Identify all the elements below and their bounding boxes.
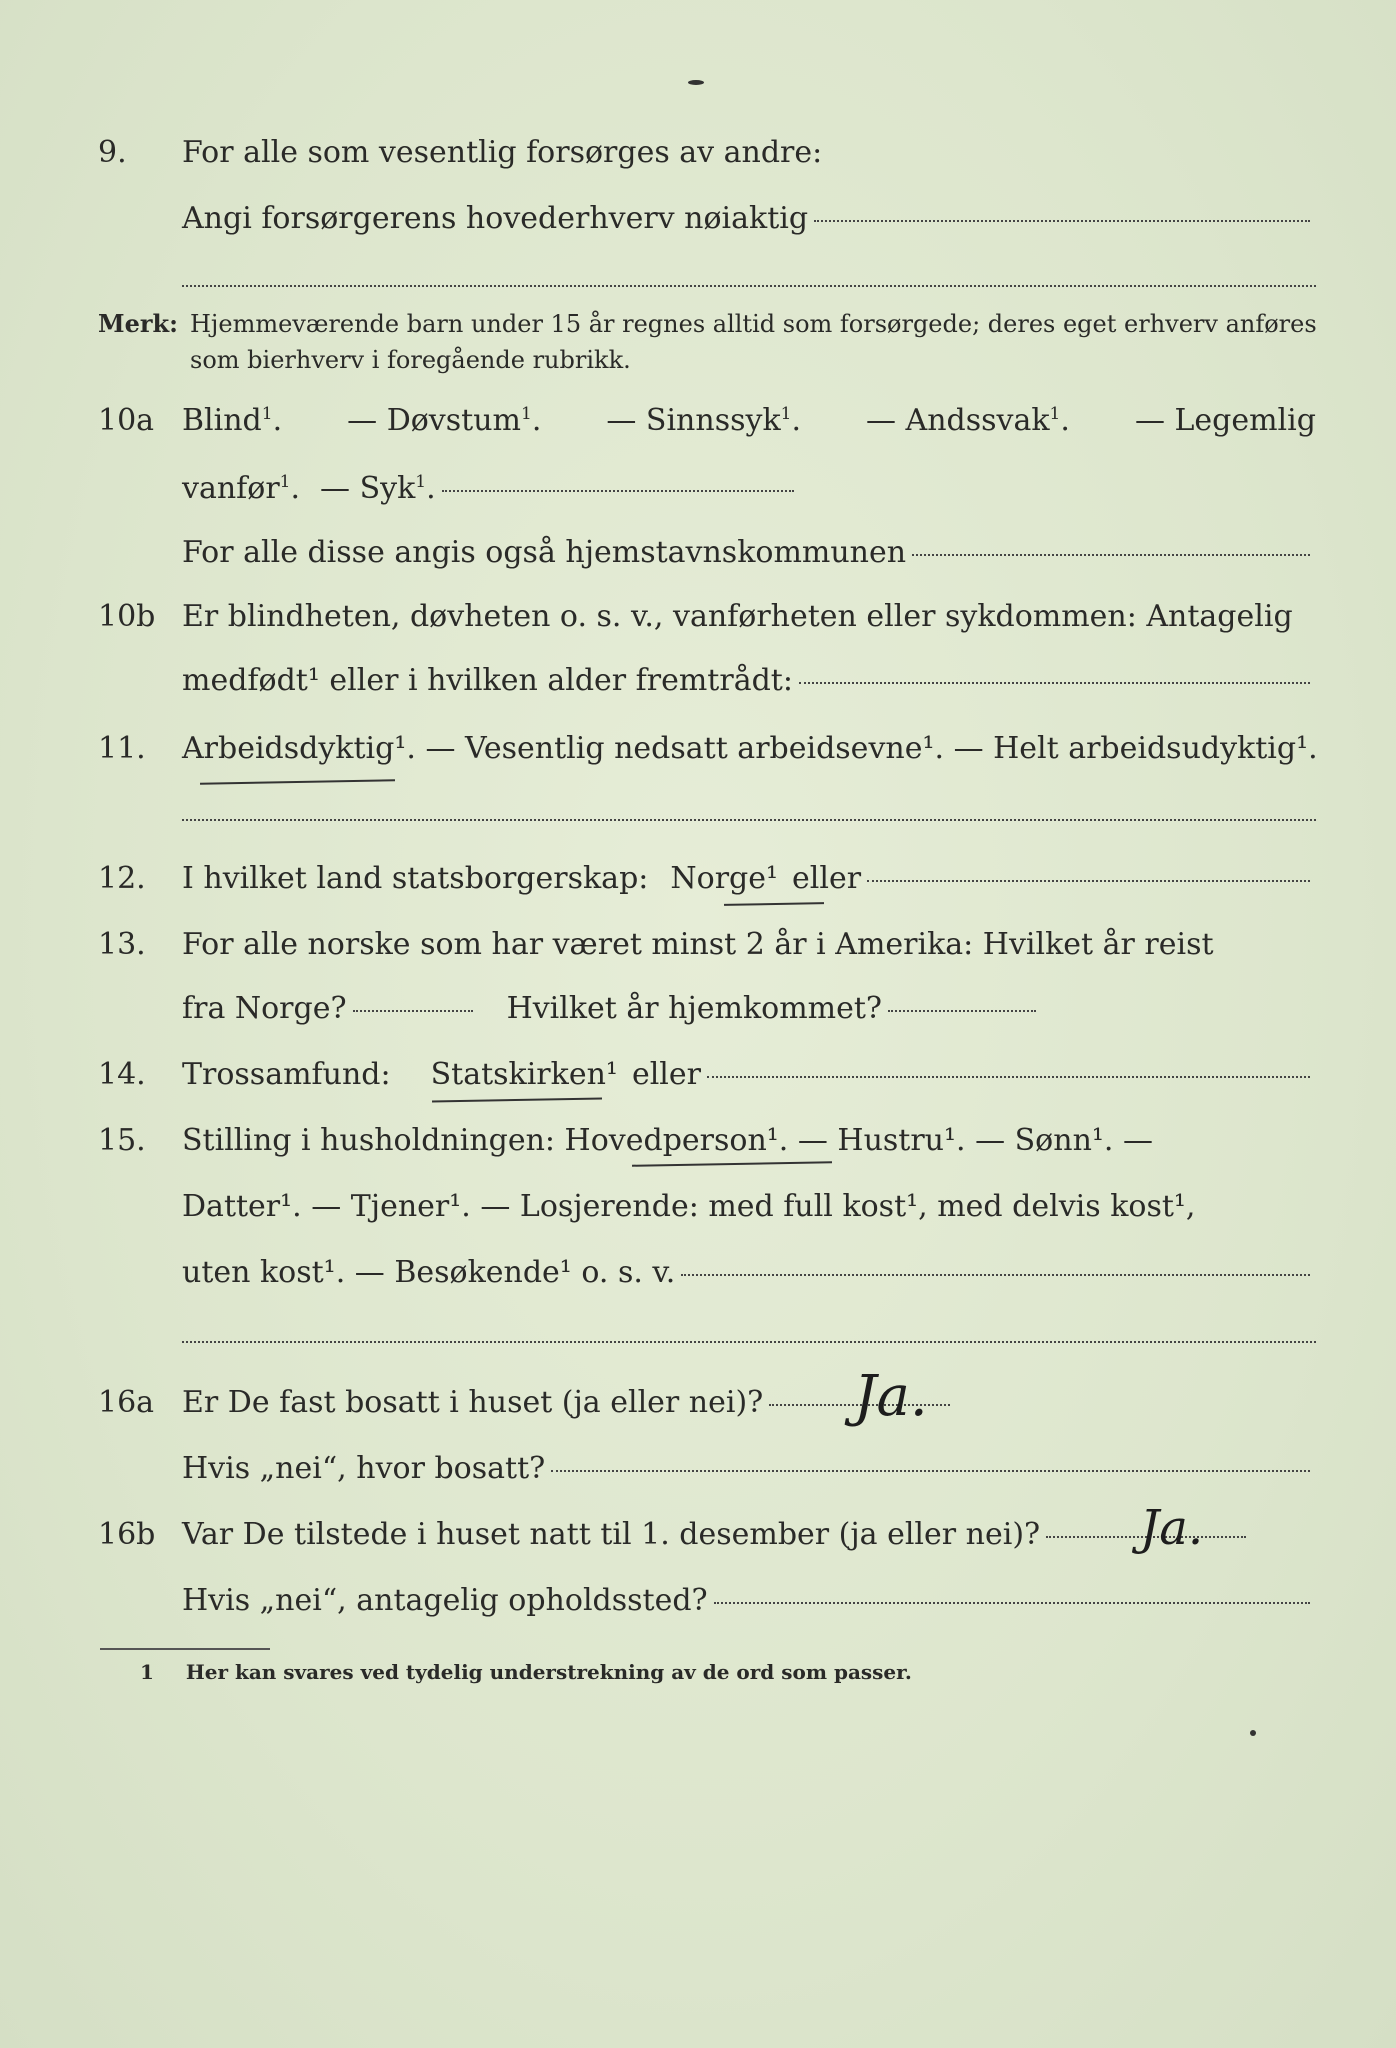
q11-number: 11. [98, 731, 146, 766]
q15-options-1: Stilling i husholdningen: Hovedperson¹. — Hustru¹. — Sønn¹. — [182, 1123, 1153, 1158]
q13-departure-line[interactable] [353, 1009, 473, 1012]
q10a-row-1 [0, 398, 1396, 444]
q10b-question: Er blindheten, døvheten o. s. v., vanførheten eller sykdommen: Antagelig [182, 599, 1293, 634]
q9-answer-line[interactable] [814, 219, 1310, 222]
q16b-number: 16b [98, 1517, 156, 1552]
q14-eller: eller [631, 1057, 701, 1092]
q12-number: 12. [98, 861, 146, 896]
q16a-residence-line[interactable] [551, 1469, 1310, 1472]
q13-number: 13. [98, 927, 146, 962]
q14-answer-line[interactable] [707, 1075, 1310, 1078]
q9-question: For alle som vesentlig forsørges av andre: [182, 135, 823, 170]
q16a-handwritten-answer: Ja. [854, 1364, 928, 1429]
q13-row-2 [0, 986, 1396, 1032]
option-syk: — Syk$^1$. [320, 471, 436, 506]
q15-options-2: Datter¹. — Tjener¹. — Losjerende: med full kost¹, med delvis kost¹, [182, 1189, 1196, 1224]
norge-underline [724, 901, 824, 906]
q11-answer-line[interactable] [182, 818, 1316, 821]
footnote-mark: 1 [140, 1660, 154, 1684]
q11-options: Arbeidsdyktig¹. — Vesentlig nedsatt arbeidsevne¹. — Helt arbeidsudyktig¹. [182, 731, 1318, 766]
q15-row-2 [0, 1184, 1396, 1230]
footnote-text: Her kan svares ved tydelig understrekning av de ord som passer. [185, 1660, 912, 1684]
footnote [140, 1660, 912, 1684]
q16b-row-2 [0, 1578, 1396, 1624]
q15-number: 15. [98, 1123, 146, 1158]
q10b-row-1 [0, 594, 1396, 640]
q9-row-1 [0, 130, 1396, 176]
q16a-residence-label: Hvis „nei“, hvor bosatt? [182, 1451, 546, 1486]
q10b-number: 10b [98, 599, 156, 634]
hjemstavn-line[interactable] [912, 553, 1310, 556]
q12-answer-line[interactable] [867, 879, 1310, 882]
paper-speck [1250, 1730, 1256, 1736]
q13-return-label: Hvilket år hjemkommet? [506, 991, 883, 1026]
q10b-answer-line[interactable] [799, 681, 1310, 684]
q16a-row-2 [0, 1446, 1396, 1492]
merk-text: Hjemmeværende barn under 15 år regnes alltid som forsørgede; deres eget erhverv anføres som bierhverv i foregående rubrikk. [190, 310, 1317, 374]
q10a-number: 10a [98, 403, 155, 438]
q16a-number: 16a [98, 1385, 155, 1420]
q10a-syk-line[interactable] [442, 489, 794, 492]
option-sinnssyk: — Sinnssyk$^1$. [606, 403, 801, 438]
q10b-row-2 [0, 658, 1396, 704]
q16a-question: Er De fast bosatt i huset (ja eller nei)? [182, 1385, 764, 1420]
q15-answer-line-2[interactable] [182, 1340, 1316, 1343]
paper-mark [688, 80, 704, 85]
q11-row-1 [0, 726, 1396, 772]
q13-row-1 [0, 922, 1396, 968]
q16a-row-1 [0, 1380, 1396, 1426]
q12-eller: eller [792, 861, 862, 896]
q15-row-1 [0, 1118, 1396, 1164]
arbeidsdyktig-underline [200, 778, 395, 784]
q14-number: 14. [98, 1057, 146, 1092]
option-norge: Norge¹ [670, 861, 779, 896]
q13-departure-label: fra Norge? [182, 991, 347, 1026]
footnote-rule [100, 1648, 270, 1650]
q16b-handwritten-answer: Ja. [1140, 1500, 1204, 1556]
q14-row [0, 1052, 1396, 1098]
q15-answer-line[interactable] [681, 1273, 1310, 1276]
q16b-whereabouts-label: Hvis „nei“, antagelig opholdssted? [182, 1583, 708, 1618]
q13-return-line[interactable] [888, 1009, 1036, 1012]
q9-answer-line-2[interactable] [182, 284, 1316, 287]
q10b-age-label: medfødt¹ eller i hvilken alder fremtrådt: [182, 663, 793, 698]
q15-options-3: uten kost¹. — Besøkende¹ o. s. v. [182, 1255, 676, 1290]
option-dovstum: — Døvstum$^1$. [347, 403, 542, 438]
q9-number: 9. [98, 135, 127, 170]
merk-note [98, 306, 1318, 386]
q10a-row-2 [0, 466, 1396, 512]
option-vanfor: vanfør$^1$. [182, 471, 301, 506]
option-blind: Blind$^1$. [182, 403, 283, 438]
q13-question: For alle norske som har været minst 2 år i Amerika: Hvilket år reist [182, 927, 1214, 962]
q14-label: Trossamfund: [182, 1057, 391, 1092]
option-statskirken: Statskirken¹ [430, 1057, 618, 1092]
q9-provider-label: Angi forsørgerens hovederhverv nøiaktig [182, 201, 809, 236]
q12-question: I hvilket land statsborgerskap: [182, 861, 649, 896]
option-legemlig: — Legemlig [1134, 403, 1316, 438]
hjemstavn-label: For alle disse angis også hjemstavnskommunen [182, 535, 907, 570]
q12-row [0, 856, 1396, 902]
q16b-whereabouts-line[interactable] [714, 1601, 1310, 1604]
q15-row-3 [0, 1250, 1396, 1296]
option-andssvak: — Andssvak$^1$. [866, 403, 1070, 438]
q10a-row-3 [0, 530, 1396, 576]
q9-row-2 [0, 196, 1396, 242]
q16b-question: Var De tilstede i huset natt til 1. desember (ja eller nei)? [182, 1517, 1041, 1552]
merk-label: Merk: [98, 309, 178, 338]
